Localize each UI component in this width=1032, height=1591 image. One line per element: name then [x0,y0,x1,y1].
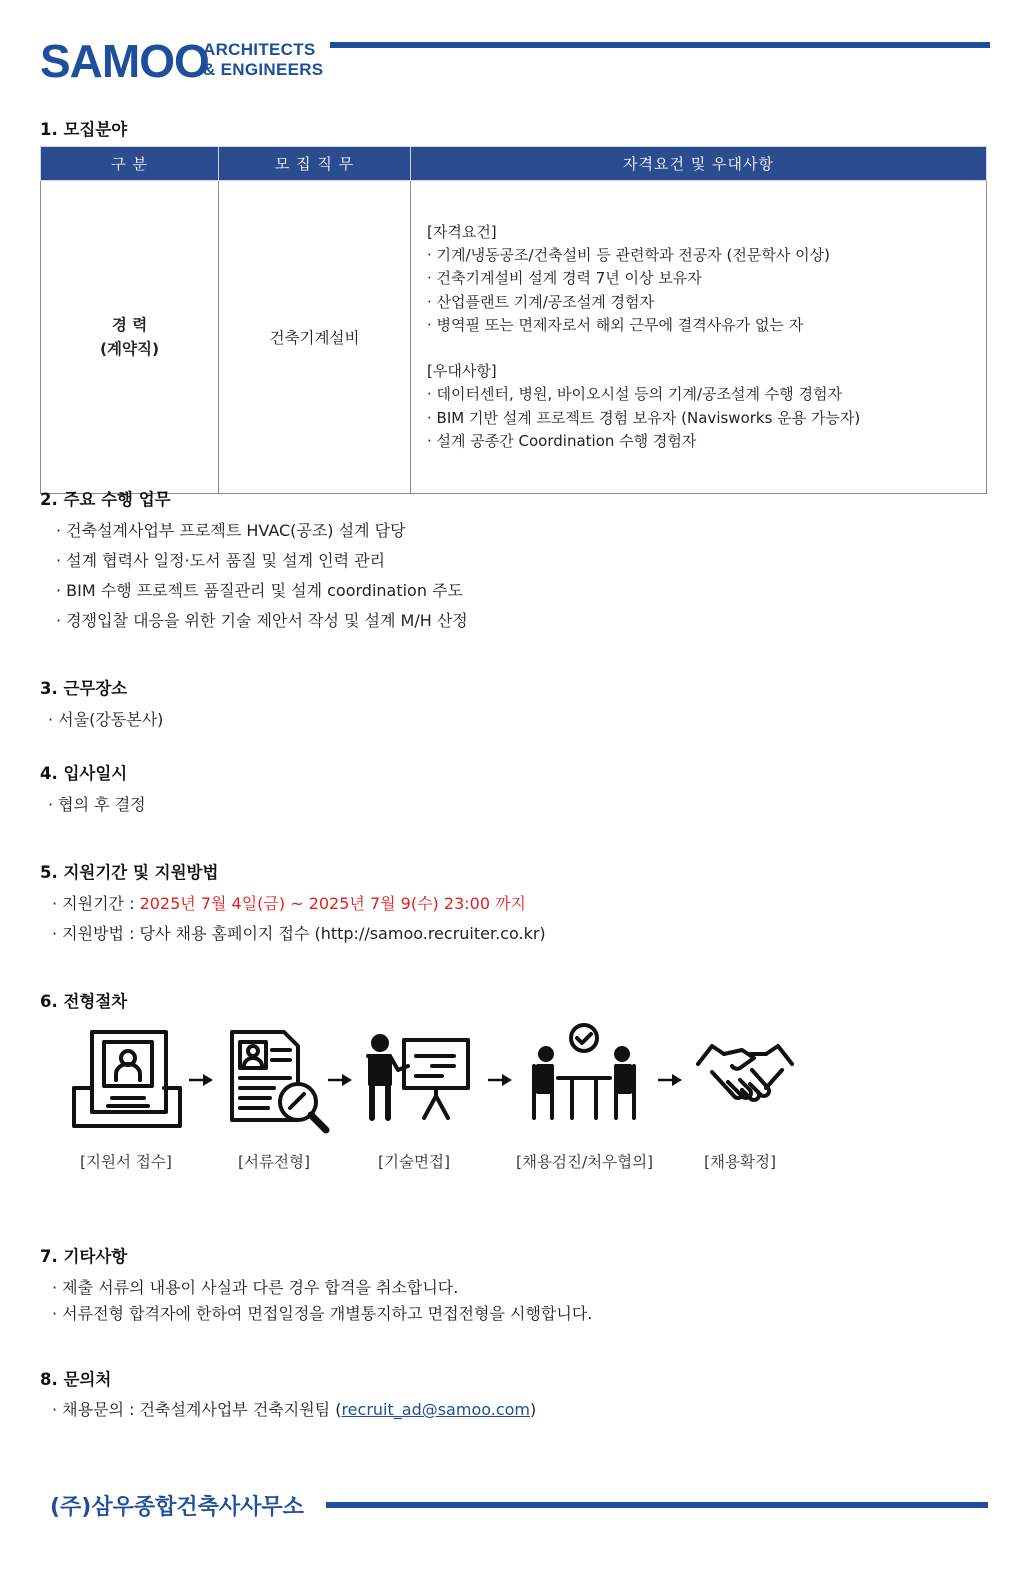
logo-sub-line-1: ARCHITECTS [203,40,316,59]
col-header-qualifications: 자격요건 및 우대사항 [411,147,987,181]
duty-item: · 경쟁입찰 대응을 위한 기술 제안서 작성 및 설계 M/H 산정 [56,611,468,630]
step-label-confirmation: [채용확정] [704,1153,776,1171]
section-title-location: 3. 근무장소 [40,679,128,698]
etc-item: · 제출 서류의 내용이 사실과 다른 경우 합격을 취소합니다. [52,1278,459,1297]
spacer [427,337,972,360]
arrow-right-icon [328,1074,352,1086]
meeting-approval-icon [530,1022,638,1122]
step-label-application: [지원서 접수] [80,1153,172,1171]
qualification-item: · 기계/냉동공조/건축설비 등 관련학과 전공자 (전문학사 이상) [427,246,830,265]
location-text: · 서울(강동본사) [48,710,164,729]
logo-sub-line-2: & ENGINEERS [203,60,324,79]
qualification-title: [자격요건] [427,223,497,242]
cell-category [41,181,219,494]
apply-period [52,891,526,914]
footer-rule [326,1502,988,1508]
start-date-text: · 협의 후 결정 [48,795,146,814]
preference-title: [우대사항] [427,362,497,381]
arrow-right-icon [658,1074,682,1086]
arrow-right-icon [189,1074,213,1086]
page-header [40,35,990,87]
contact-prefix: · 채용문의 : 건축설계사업부 건축지원팀 ( [52,1400,342,1419]
section-title-duties: 2. 주요 수행 업무 [40,490,171,509]
col-header-category: 구 분 [41,147,219,181]
contact-line [52,1397,536,1420]
qualification-item: · 병역필 또는 면제자로서 해외 근무에 결격사유가 없는 자 [427,315,804,334]
selection-process [60,1022,820,1182]
page-footer [50,1490,990,1522]
etc-item: · 서류전형 합격자에 한하여 면접일정을 개별통지하고 면접전형을 시행합니다. [52,1304,593,1323]
samoo-logo: SAMOO [40,35,209,87]
apply-period-label: · 지원기간 : [52,894,140,913]
table-row [41,181,987,494]
presentation-icon [362,1034,472,1124]
duty-item: · 건축설계사업부 프로젝트 HVAC(공조) 설계 담당 [56,521,406,540]
samoo-logo-subtitle [203,40,323,80]
qualification-item: · 건축기계설비 설계 경력 7년 이상 보유자 [427,269,702,288]
step-label-screening: [서류전형] [238,1153,310,1171]
section-title-process: 6. 전형절차 [40,992,128,1011]
col-header-position: 모 집 직 무 [219,147,411,181]
cell-position: 건축기계설비 [219,181,411,494]
section-title-recruitment: 1. 모집분야 [40,120,128,139]
document-search-icon [228,1028,334,1136]
preference-item: · BIM 기반 설계 프로젝트 경험 보유자 (Navisworks 운용 가능자) [427,408,861,427]
contact-email-link[interactable]: recruit_ad@samoo.com [341,1400,530,1419]
section-title-apply: 5. 지원기간 및 지원방법 [40,863,219,882]
preference-item: · 설계 공종간 Coordination 수행 경험자 [427,431,697,450]
qualification-item: · 산업플랜트 기계/공조설계 경험자 [427,292,654,311]
contact-suffix: ) [530,1400,537,1419]
apply-period-value: 2025년 7월 4일(금) ~ 2025년 7월 9(수) 23:00 까지 [139,894,526,913]
category-type: 경 력 [111,316,148,334]
application-form-icon [72,1028,184,1132]
duty-item: · BIM 수행 프로젝트 품질관리 및 설계 coordination 주도 [56,581,463,600]
recruitment-table [40,146,987,494]
category-contract: (계약직) [99,340,160,358]
section-title-etc: 7. 기타사항 [40,1247,128,1266]
header-rule [330,42,990,48]
section-title-contact: 8. 문의처 [40,1370,112,1389]
duty-item: · 설계 협력사 일정·도서 품질 및 설계 인력 관리 [56,551,386,570]
handshake-icon [696,1040,794,1112]
preference-item: · 데이터센터, 병원, 바이오시설 등의 기계/공조설계 수행 경험자 [427,385,842,404]
apply-method: · 지원방법 : 당사 채용 홈페이지 접수 (http://samoo.recruiter.co.kr) [52,924,546,943]
table-header-row [41,147,987,181]
section-title-start-date: 4. 입사일시 [40,764,128,783]
step-label-interview: [기술면접] [378,1153,450,1171]
company-name: (주)삼우종합건축사사무소 [50,1495,304,1520]
step-label-medical-negotiation: [채용검진/처우협의] [516,1153,654,1171]
arrow-right-icon [488,1074,512,1086]
cell-qualifications [411,181,987,494]
